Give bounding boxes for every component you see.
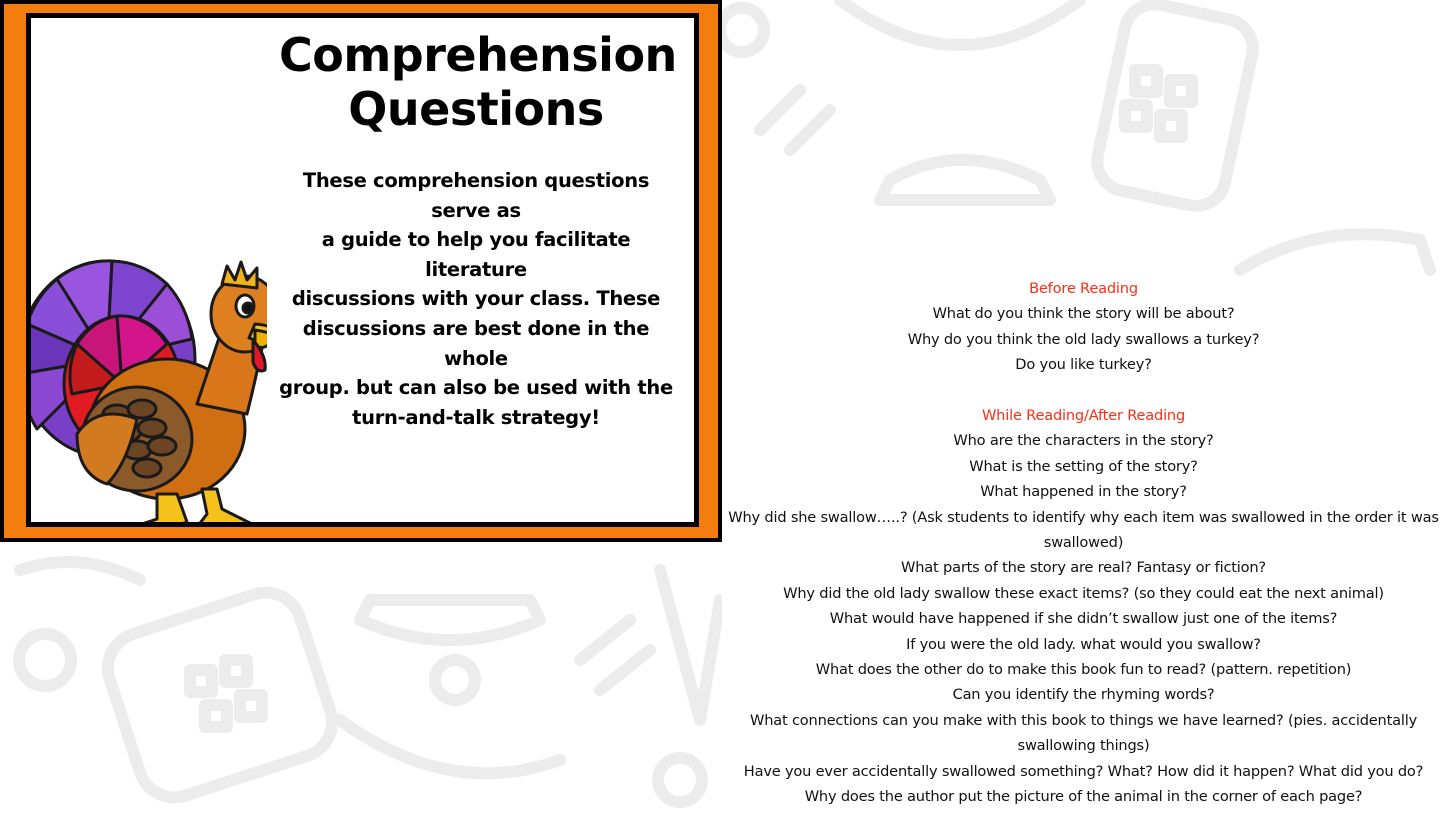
intro-line: group. but can also be used with the (279, 376, 673, 400)
question-line: What is the setting of the story? (969, 457, 1198, 475)
intro-line: These comprehension questions serve as (302, 169, 650, 222)
while-reading-heading: While Reading/After Reading (981, 407, 1186, 425)
question-line: What parts of the story are real? Fantasy or fiction? (901, 559, 1266, 577)
intro-line: a guide to help you facilitate literature (321, 228, 631, 281)
question-line: Who are the characters in the story? (953, 432, 1214, 450)
question-line: Have you ever accidentally swallowed something? What? How did it happen? What did you do? (743, 762, 1424, 780)
intro-line: discussions are best done in the whole (302, 316, 650, 370)
questions-panel (722, 276, 1445, 819)
question-line: What do you think the story will be about? (932, 305, 1235, 323)
question-line: Can you identify the rhyming words? (952, 686, 1215, 704)
question-line: If you were the old lady. what would you swallow? (906, 635, 1261, 653)
question-line: What does the other do to make this book fun to read? (pattern. repetition) (815, 661, 1352, 679)
page-title (279, 28, 677, 136)
question-line: swallowed) (1043, 534, 1124, 552)
question-line: Why do you think the old lady swallows a turkey? (907, 330, 1260, 348)
title-card (0, 0, 722, 542)
question-line: Why did she swallow…..? (Ask students to identify why each item was swallowed in the order it was (728, 508, 1439, 526)
section-spacer (728, 378, 1439, 403)
card-content (31, 18, 694, 522)
question-line: Why does the author put the picture of the animal in the corner of each page? (804, 788, 1363, 806)
question-line: swallowing things) (1017, 737, 1150, 755)
questions-list (728, 276, 1439, 810)
question-line: What happened in the story? (980, 483, 1187, 501)
question-line: Do you like turkey? (1015, 356, 1152, 374)
intro-text (275, 166, 677, 432)
question-line: What would have happened if she didn’t swallow just one of the items? (829, 610, 1338, 628)
turkey-illustration (31, 244, 267, 522)
intro-line: turn-and-talk strategy! (352, 405, 600, 429)
title-line-2: Questions (348, 82, 604, 136)
question-line: Why did the old lady swallow these exact items? (so they could eat the next animal) (783, 584, 1384, 602)
title-line-1: Comprehension (279, 28, 677, 82)
intro-line: discussions with your class. These (291, 287, 661, 311)
question-line: What connections can you make with this book to things we have learned? (pies. accidentally (749, 711, 1417, 729)
before-reading-heading: Before Reading (1029, 280, 1138, 297)
